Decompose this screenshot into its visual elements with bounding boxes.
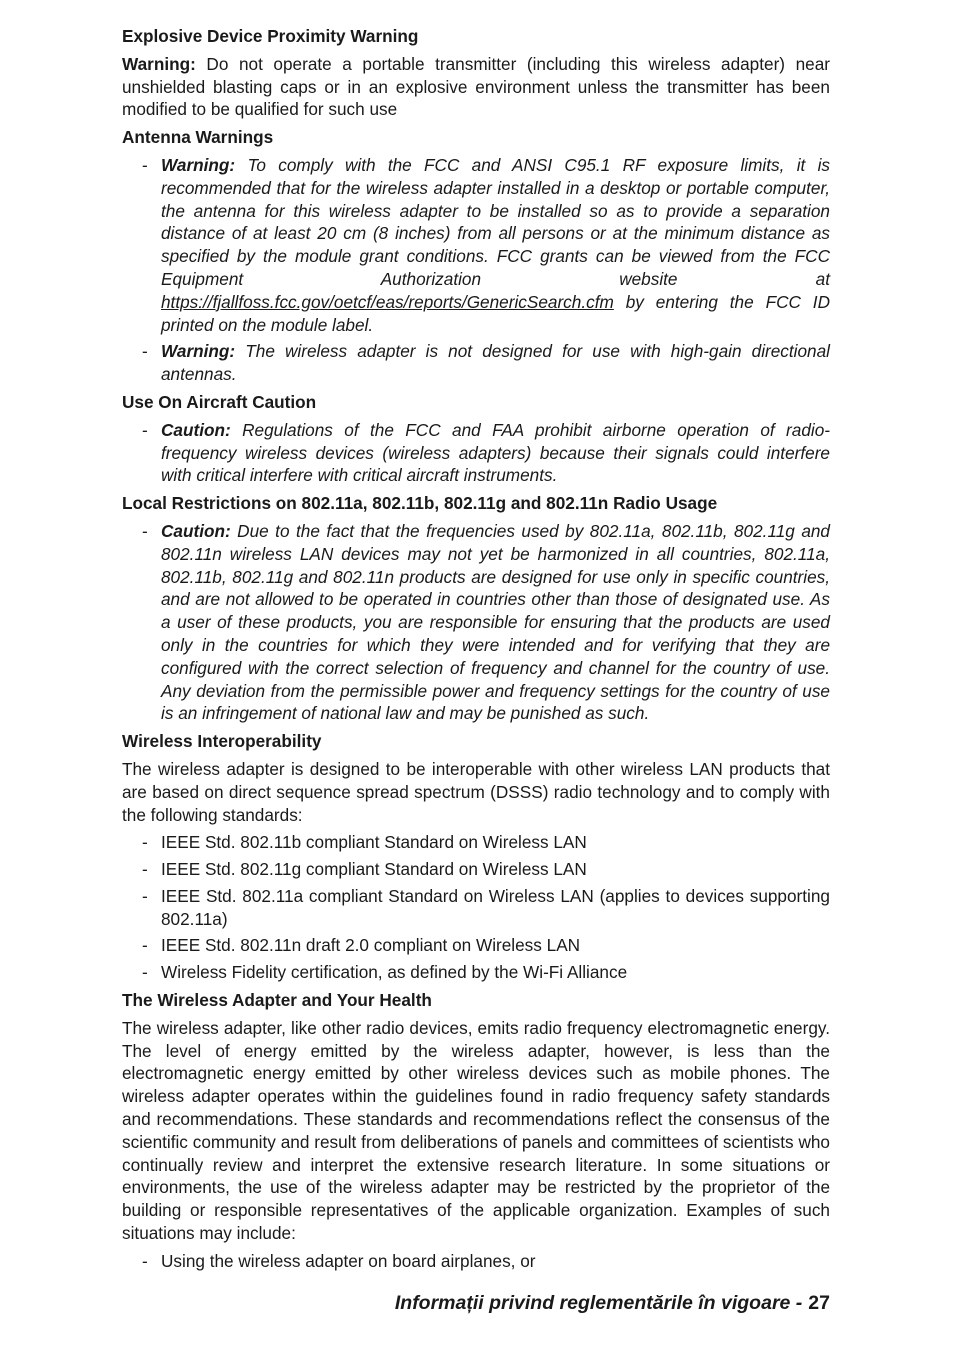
list-item-text-after: by entering the FCC ID printed on the module label. xyxy=(161,291,830,335)
heading-antenna: Antenna Warnings xyxy=(122,127,274,148)
aircraft-list xyxy=(122,419,830,487)
standards-list xyxy=(122,831,830,984)
list-item-text: Due to the fact that the frequencies used by 802.11a, 802.11b, 802.11g and 802.11n wireless LAN devices may not yet be harmonized in all countries, 802.11a, 802.11b, 802.11g and 802.11n products are designed for use only in specific countries, and are not allowed to be operated in countries other than those of designated use. As a user of these products, you are responsible for ensuring that the products are used only in the countries for which they were intended and for verifying that they are configured with the correct selection of frequency and channel for the country of use. Any deviation from the permissible power and frequency settings for the country of use is an infringement of national law and may be punished as such. xyxy=(161,520,830,724)
fcc-search-link[interactable]: https://fjallfoss.fcc.gov/oetcf/eas/reports/GenericSearch.cfm xyxy=(161,291,614,312)
antenna-list xyxy=(122,154,830,386)
heading-aircraft: Use On Aircraft Caution xyxy=(122,391,317,412)
heading-explosive: Explosive Device Proximity Warning xyxy=(122,26,419,46)
page-number: 27 xyxy=(808,1292,830,1314)
list-item: - IEEE Std. 802.11g compliant Standard on Wireless LAN xyxy=(122,858,830,881)
paragraph-health: The wireless adapter, like other radio devices, emits radio frequency electromagnetic energy. The level of energy emitted by the wireless adapter, however, is less than the electromagnetic energy emitted by other wireless devices such as mobile phones. The wireless adapter operates within the guidelines found in radio frequency safety standards and recommendations. These standards and recommendations reflect the consensus of the scientific community and result from deliberations of panels and committees of scientists who continually review and interpret the extensive research literature. In some situations or environments, the use of the wireless adapter may be restricted by the proprietor of the building or responsible representatives of the applicable organization. Examples of such situations may include: xyxy=(122,1017,830,1244)
document-page xyxy=(122,25,830,1278)
list-item: - IEEE Std. 802.11b compliant Standard on Wireless LAN xyxy=(122,831,830,854)
situations-list xyxy=(122,1250,830,1273)
list-item: - Using the wireless adapter on board airplanes, or xyxy=(122,1250,830,1273)
list-item: - IEEE Std. 802.11n draft 2.0 compliant on Wireless LAN xyxy=(122,934,830,957)
heading-local-restrictions: Local Restrictions on 802.11a, 802.11b, 802.11g and 802.11n Radio Usage xyxy=(122,493,718,514)
list-item xyxy=(122,419,830,487)
list-item xyxy=(122,520,830,725)
list-item xyxy=(122,154,830,336)
list-item-text: To comply with the FCC and ANSI C95.1 RF exposure limits, it is recommended that for the wireless adapter installed in a desktop or portable computer, the antenna for this wireless adapter to be installed so as to provide a separation distance of at least 20 cm (8 inches) from all persons or at the minimum distance as specified by the module grant conditions. FCC grants can be viewed from the FCC Equipment Authorization website at xyxy=(161,154,830,289)
local-list xyxy=(122,520,830,725)
paragraph-text: Do not operate a portable transmitter (including this wireless adapter) near unshielded blasting caps or in an explosive environment unless the transmitter has been modified to be qualified for such use xyxy=(122,53,830,120)
page-footer xyxy=(395,1291,830,1315)
lead-warning: Warning: xyxy=(122,53,196,74)
paragraph-interoperability: The wireless adapter is designed to be interoperable with other wireless LAN products that are based on direct sequence spread spectrum (DSSS) radio technology and to comply with the following standards: xyxy=(122,758,830,825)
list-item-text: The wireless adapter is not designed for use with high-gain directional antennas. xyxy=(161,341,830,385)
list-item-text: Regulations of the FCC and FAA prohibit airborne operation of radio-frequency wireless devices (wireless adapters) because their signals could interfere with critical interfere with critical aircraft instruments. xyxy=(161,419,830,486)
lead-warning: Warning: xyxy=(161,341,236,362)
list-item xyxy=(122,340,830,386)
paragraph-explosive xyxy=(122,53,830,121)
lead-caution: Caution: xyxy=(161,419,231,440)
lead-caution: Caution: xyxy=(161,520,231,541)
footer-title: Informații privind reglementările în vigoare - xyxy=(394,1292,803,1314)
list-item: - IEEE Std. 802.11a compliant Standard on Wireless LAN (applies to devices supporting 802.11a) xyxy=(122,885,830,931)
heading-health: The Wireless Adapter and Your Health xyxy=(122,990,432,1011)
lead-warning: Warning: xyxy=(161,154,236,175)
list-item: - Wireless Fidelity certification, as defined by the Wi-Fi Alliance xyxy=(122,961,830,984)
heading-interoperability: Wireless Interoperability xyxy=(122,731,322,752)
